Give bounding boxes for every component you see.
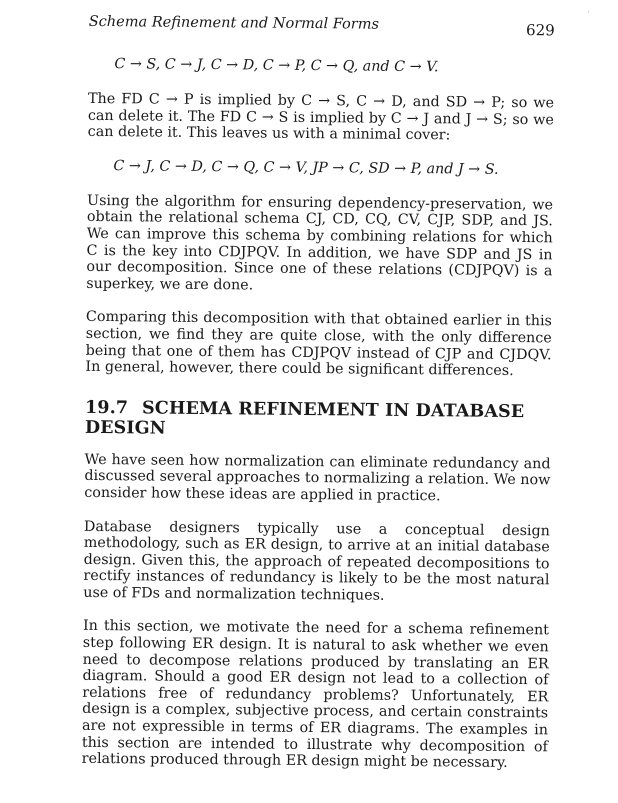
section-title: SCHEMA REFINEMENT IN DATABASE DESIGN (84, 398, 525, 439)
section-heading (85, 398, 551, 442)
page-body (81, 56, 554, 789)
paragraph-normalization-intro: We have seen how normalization can eliminate redundancy and discussed several approaches to normalizing a relation. We now consider how these ideas are applied in practice. (84, 451, 551, 505)
paragraph-comparison: Comparing this decomposition with that obtained earlier in this section, we find they are quite close, with the only difference being that one of them has CDJPQV instead of CJP and CJDQV. In general, however, there could be significant differences. (85, 309, 552, 380)
page-number: 629 (525, 21, 555, 40)
page-header (89, 14, 555, 40)
section-number: 19.7 (84, 397, 129, 419)
paragraph-motivation: In this section, we motivate the need for a schema refinement step following ER design. It is natural to ask whether we even need to decompose relations produced by translating an ER diagram. Should a good ER design not lead to a collection of relations free of redundancy problems? Unfortunately, ER design is a complex, subjective process, and certain constraints are not expressible in terms of ER diagrams. The examples in this section are intended to illustrate why decomposition of relations produced through ER design might be necessary. (81, 618, 550, 772)
paragraph-er-design: Database designers typically use a conceptual design methodology, such as ER design, to arrive at an initial database design. Given this, the approach of repeated decompositions to rectify instances of redundancy is likely to be the most natural use of FDs and normalization techniques. (83, 518, 550, 604)
fd-list-cover: C → S, C → J, C → D, C → P, C → Q, and C → V. (114, 56, 439, 76)
paragraph-dependency-preservation: Using the algorithm for ensuring dependency-preservation, we obtain the relational schema CJ, CD, CQ, CV, CJP, SDP, and JS. We can improve this schema by combining relations for which C is the key into CDJPQV. In addition, we have SDP and JS in our decomposition. Since one of these relations (CDJPQV) is a superkey, we are done. (86, 192, 554, 294)
fd-list-minimal-cover: C → J, C → D, C → Q, C → V, JP → C, SD → P, and J → S. (113, 157, 499, 178)
running-head: Schema Refinement and Normal Forms (88, 13, 379, 33)
page-edge-mark: ´ (586, 10, 590, 19)
paragraph-implied-fds: The FD C → P is implied by C → S, C → D, and SD → P; so we can delete it. The FD C → S is implied by C → J and J → S; so we can delete it. This leaves us with a minimal cover: (87, 90, 555, 144)
